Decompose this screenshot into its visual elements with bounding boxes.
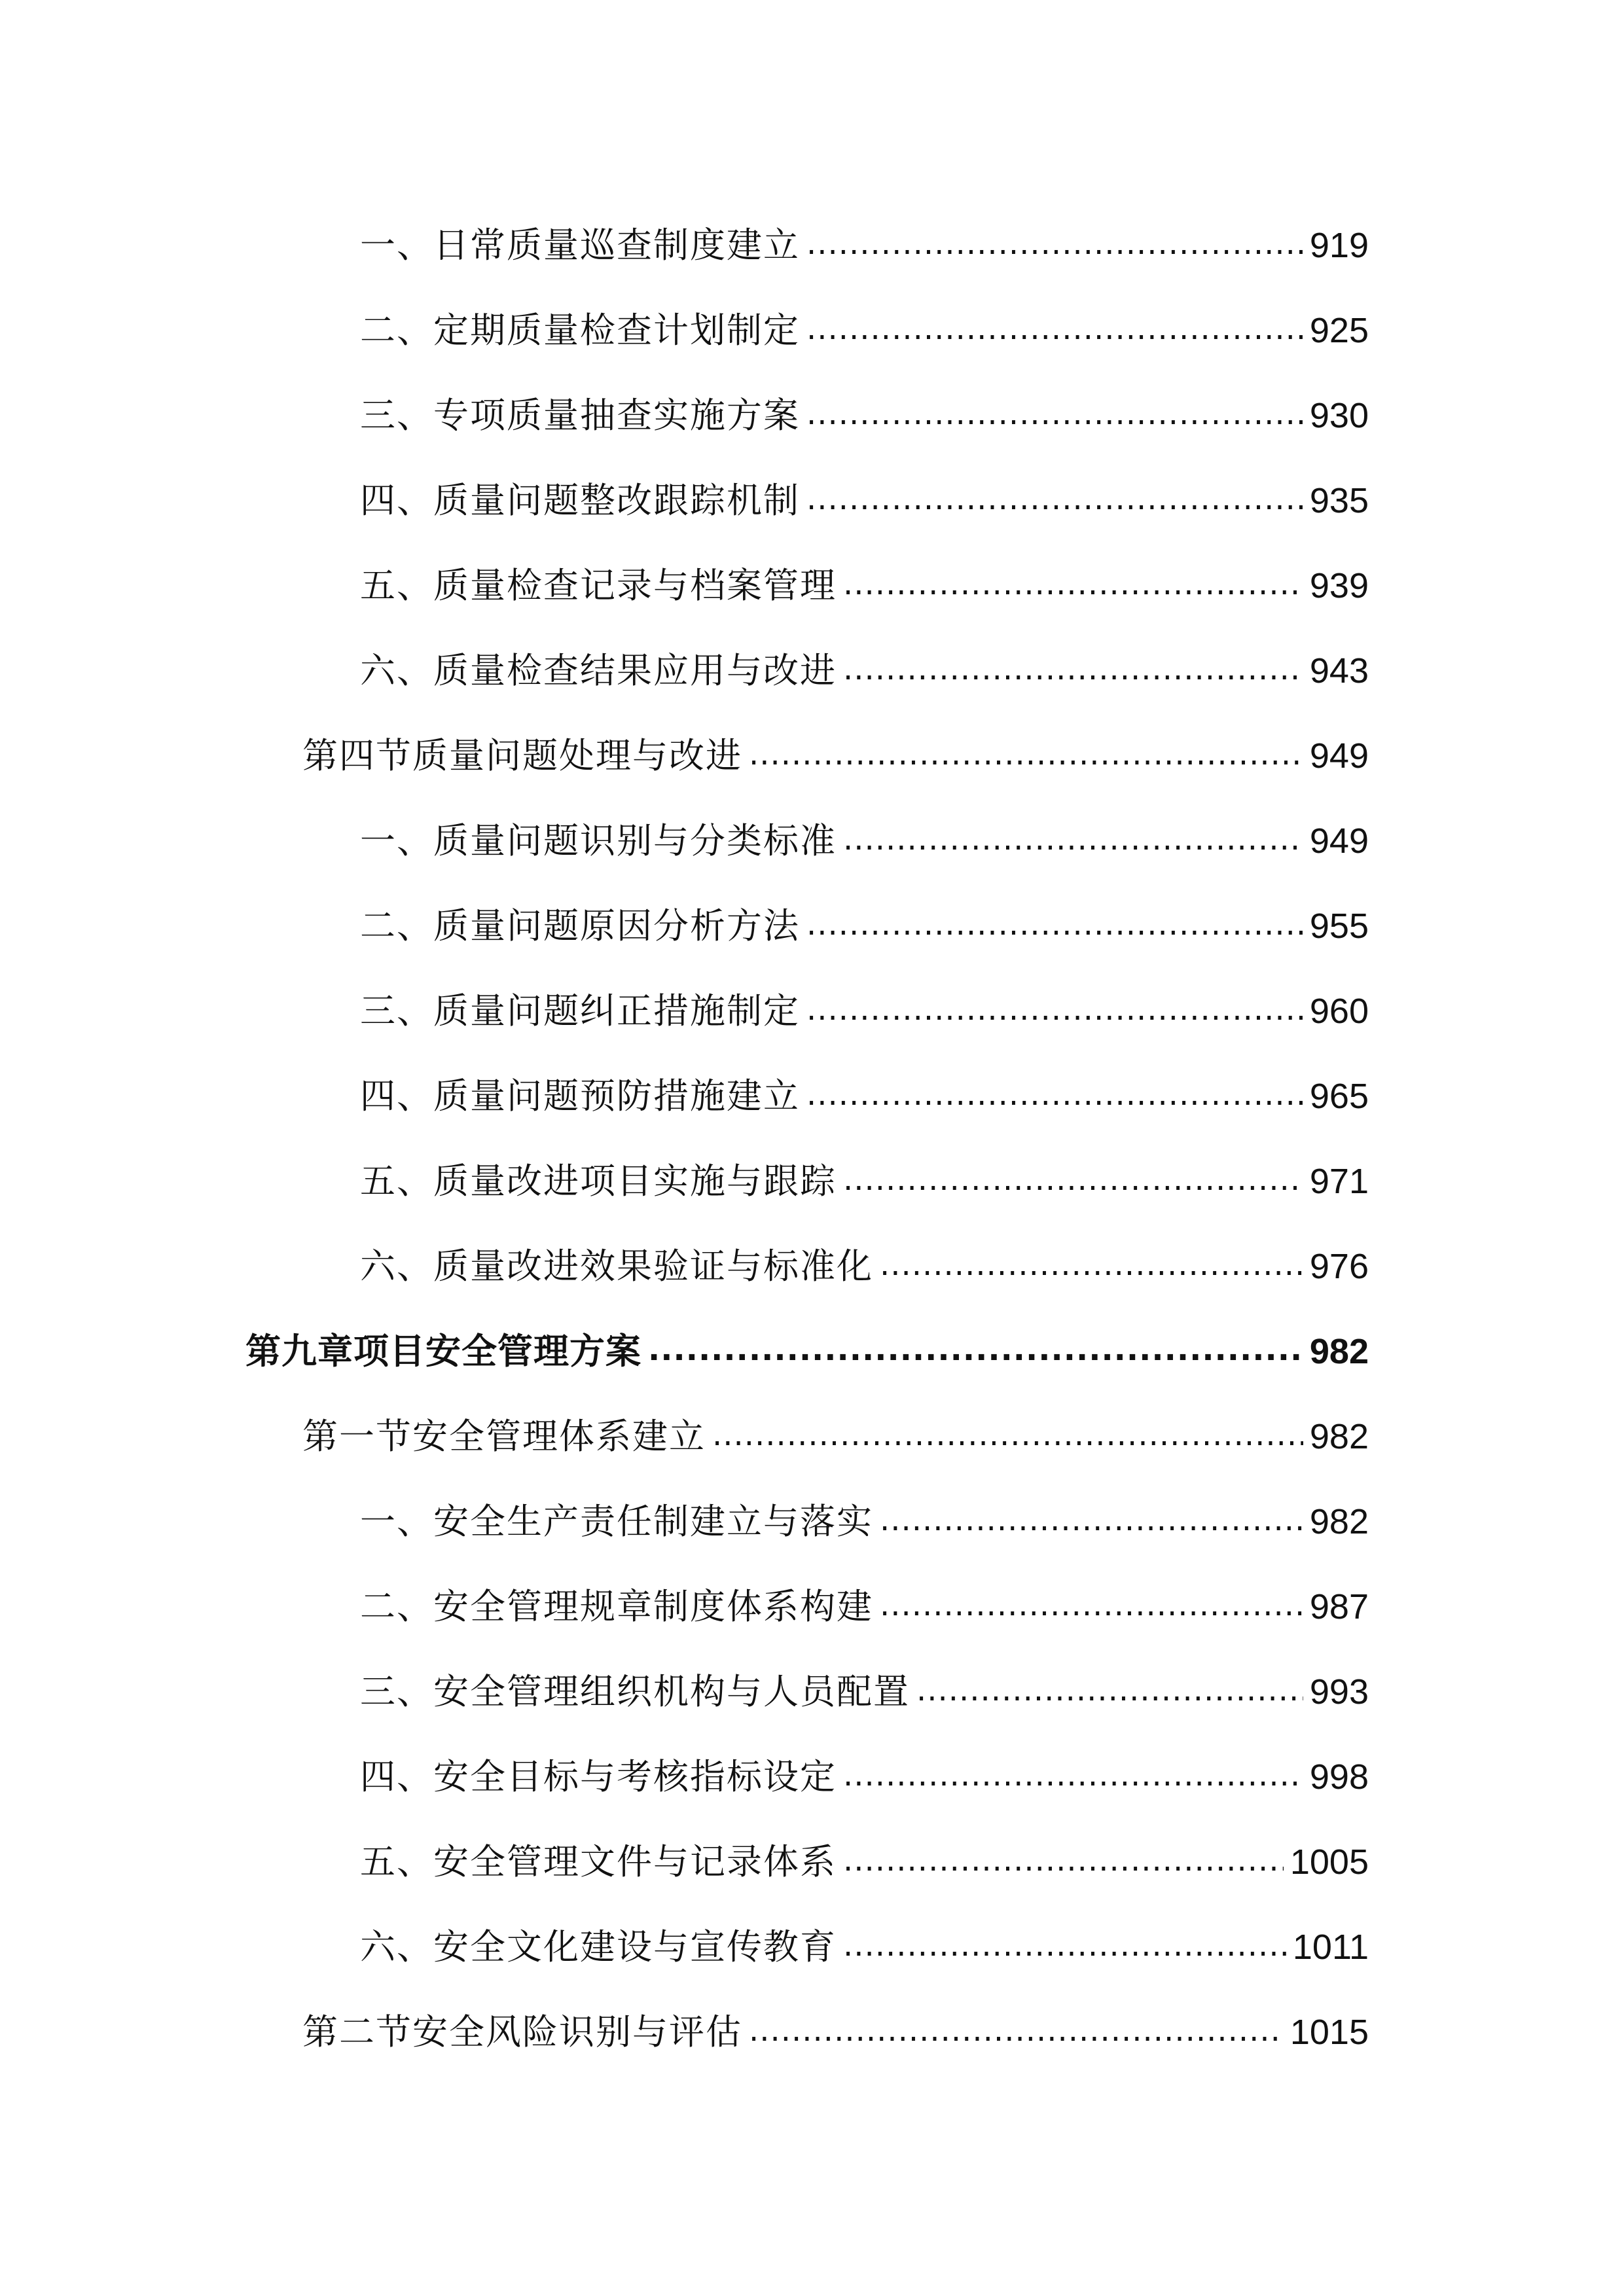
toc-entry[interactable] [360,805,1369,877]
toc-entry-title: 二、质量问题原因分析方法 [360,905,800,946]
dot-leader [749,2015,1284,2050]
toc-entry-title: 第一节安全管理体系建立 [302,1416,706,1457]
toc-entry-title: 三、安全管理组织机构与人员配置 [360,1671,910,1712]
toc-entry[interactable] [360,209,1369,281]
toc-entry-title: 六、安全文化建设与宣传教育 [360,1926,837,1967]
toc-page-number: 976 [1309,1247,1369,1286]
toc-page-number: 955 [1309,906,1369,946]
toc-entry[interactable] [360,1656,1369,1728]
toc-page-number: 965 [1309,1077,1369,1116]
toc-page-number: 960 [1309,992,1369,1031]
toc-page-number: 998 [1309,1757,1369,1797]
toc-entry-title: 三、专项质量抽查实施方案 [360,395,800,436]
toc-entry[interactable] [360,1911,1369,1983]
toc-entry-section[interactable] [302,720,1369,792]
toc-entry[interactable] [360,380,1369,452]
toc-entry[interactable] [360,465,1369,537]
toc-entry[interactable] [360,635,1369,707]
toc-entry[interactable] [360,1826,1369,1898]
toc-entry-title: 一、质量问题识别与分类标准 [360,820,837,861]
toc-page-number: 930 [1309,396,1369,435]
dot-leader [806,483,1303,518]
toc-entry-title: 第九章项目安全管理方案 [245,1331,641,1372]
toc-entry[interactable] [360,1486,1369,1558]
dot-leader [843,1164,1303,1199]
toc-page-number: 919 [1309,226,1369,265]
toc-entry-title: 二、定期质量检查计划制定 [360,310,800,351]
toc-page-number: 949 [1309,821,1369,861]
toc-entry[interactable] [360,1230,1369,1302]
toc-entry-title: 六、质量改进效果验证与标准化 [360,1246,873,1287]
toc-page-number: 935 [1309,481,1369,520]
toc-entry-title: 五、质量检查记录与档案管理 [360,565,837,606]
toc-entry-section[interactable] [302,1401,1369,1473]
dot-leader [806,1079,1303,1114]
dot-leader [843,568,1303,603]
toc-entry[interactable] [360,295,1369,367]
toc-entry-section[interactable] [302,1996,1369,2068]
toc-entry[interactable] [360,890,1369,962]
toc-entry-title: 四、质量问题预防措施建立 [360,1075,800,1117]
toc-entry[interactable] [360,975,1369,1047]
dot-leader [749,738,1303,774]
dot-leader [806,908,1303,944]
dot-leader [806,228,1303,263]
toc-entry-title: 一、日常质量巡查制度建立 [360,224,800,266]
toc-entry-title: 五、质量改进项目实施与跟踪 [360,1160,837,1202]
dot-leader [916,1674,1303,1710]
toc-entry-title: 四、安全目标与考核指标设定 [360,1756,837,1797]
dot-leader [880,1249,1303,1284]
toc-page-number: 939 [1309,566,1369,605]
toc-entry-chapter[interactable] [245,1316,1369,1388]
toc-entry[interactable] [360,550,1369,622]
toc-entry[interactable] [360,1145,1369,1217]
toc-entry-title: 一、安全生产责任制建立与落实 [360,1501,873,1542]
toc-page-number: 982 [1309,1502,1369,1541]
dot-leader [880,1504,1303,1539]
toc-page-number: 1015 [1290,2013,1369,2052]
dot-leader [712,1419,1303,1454]
toc-page-number: 971 [1309,1162,1369,1201]
dot-leader [648,1334,1303,1369]
toc-page-number: 987 [1309,1587,1369,1626]
toc-page-number: 1005 [1290,1842,1369,1882]
toc-page-number: 925 [1309,311,1369,350]
toc-page-number: 982 [1309,1332,1369,1371]
dot-leader [843,653,1303,689]
toc-page-number: 993 [1309,1672,1369,1712]
dot-leader [843,823,1303,859]
toc-entry-title: 第四节质量问题处理与改进 [302,735,742,776]
toc-entry-title: 五、安全管理文件与记录体系 [360,1841,837,1882]
toc-entry-title: 三、质量问题纠正措施制定 [360,990,800,1031]
toc-entry[interactable] [360,1571,1369,1643]
toc-entry-title: 二、安全管理规章制度体系构建 [360,1586,873,1627]
toc-entry-title: 第二节安全风险识别与评估 [302,2011,742,2053]
dot-leader [806,398,1303,433]
toc-page-number: 1011 [1292,1928,1369,1967]
toc-entry[interactable] [360,1741,1369,1813]
dot-leader [806,313,1303,348]
toc-entry-title: 六、质量检查结果应用与改进 [360,650,837,691]
dot-leader [880,1589,1303,1624]
dot-leader [843,1929,1286,1965]
dot-leader [843,1844,1284,1880]
dot-leader [843,1759,1303,1795]
toc-entry-title: 四、质量问题整改跟踪机制 [360,480,800,521]
toc-page-number: 949 [1309,736,1369,776]
toc-page-number: 982 [1309,1417,1369,1456]
toc-entry[interactable] [360,1060,1369,1132]
dot-leader [806,994,1303,1029]
toc-page-number: 943 [1309,651,1369,691]
